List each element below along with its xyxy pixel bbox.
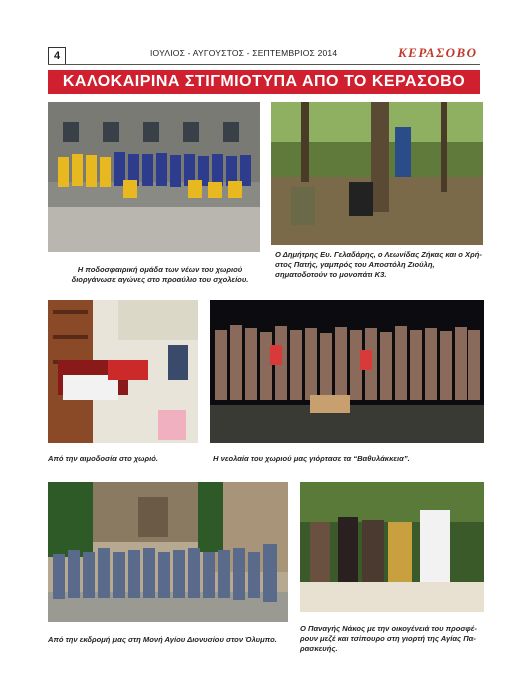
header-rule: [48, 64, 480, 65]
forest-trail-photo: [271, 102, 483, 245]
caption-youth-celebration: Η νεολαία του χωριού μας γιόρτασε τα “Βαθυλάκκεια”.: [213, 454, 410, 463]
page-title: ΚΑΛΟΚΑΙΡΙΝΑ ΣΤΙΓΜΙΟΤΥΠΑ ΑΠΟ ΤΟ ΚΕΡΑΣΟΒΟ: [48, 70, 480, 94]
football-team-photo: [48, 102, 260, 252]
caption-feast-day: Ο Παναγής Νάκος με την οικογένειά του προσφέ-ρουν μεζέ και τσίπουρο στη γιορτή της Αγίας Πα-ρασκευής.: [300, 624, 477, 653]
caption-blood-donation: Από την αιμοδοσία στο χωριό.: [48, 454, 158, 463]
feast-day-photo: [300, 482, 484, 612]
caption-forest-trail: Ο Δημήτρης Ευ. Γελαδάρης, ο Λεωνίδας Ζήκας και ο Χρή-στος Πατής, γαμπρός του Αποστόλη Ζιούλη, σηματοδοτούν το μονοπάτι Κ3.: [275, 250, 482, 279]
masthead: ΚΕΡΑΣΟΒΟ: [398, 45, 478, 60]
caption-football-team: Η ποδοσφαιρική ομάδα των νέων του χωριού διοργάνωσε αγώνες στο προαύλιο του σχολείου.: [71, 265, 249, 284]
caption-monastery-trip: Από την εκδρομή μας στη Μονή Αγίου Διονυσίου στον Όλυμπο.: [48, 635, 277, 644]
page-number: 4: [48, 47, 66, 65]
blood-donation-photo: [48, 300, 198, 443]
youth-celebration-photo: [210, 300, 484, 443]
monastery-trip-photo: [48, 482, 288, 622]
issue-date: ΙΟΥΛΙΟΣ - ΑΥΓΟΥΣΤΟΣ - ΣΕΠΤΕΜΒΡΙΟΣ 2014: [150, 48, 338, 58]
